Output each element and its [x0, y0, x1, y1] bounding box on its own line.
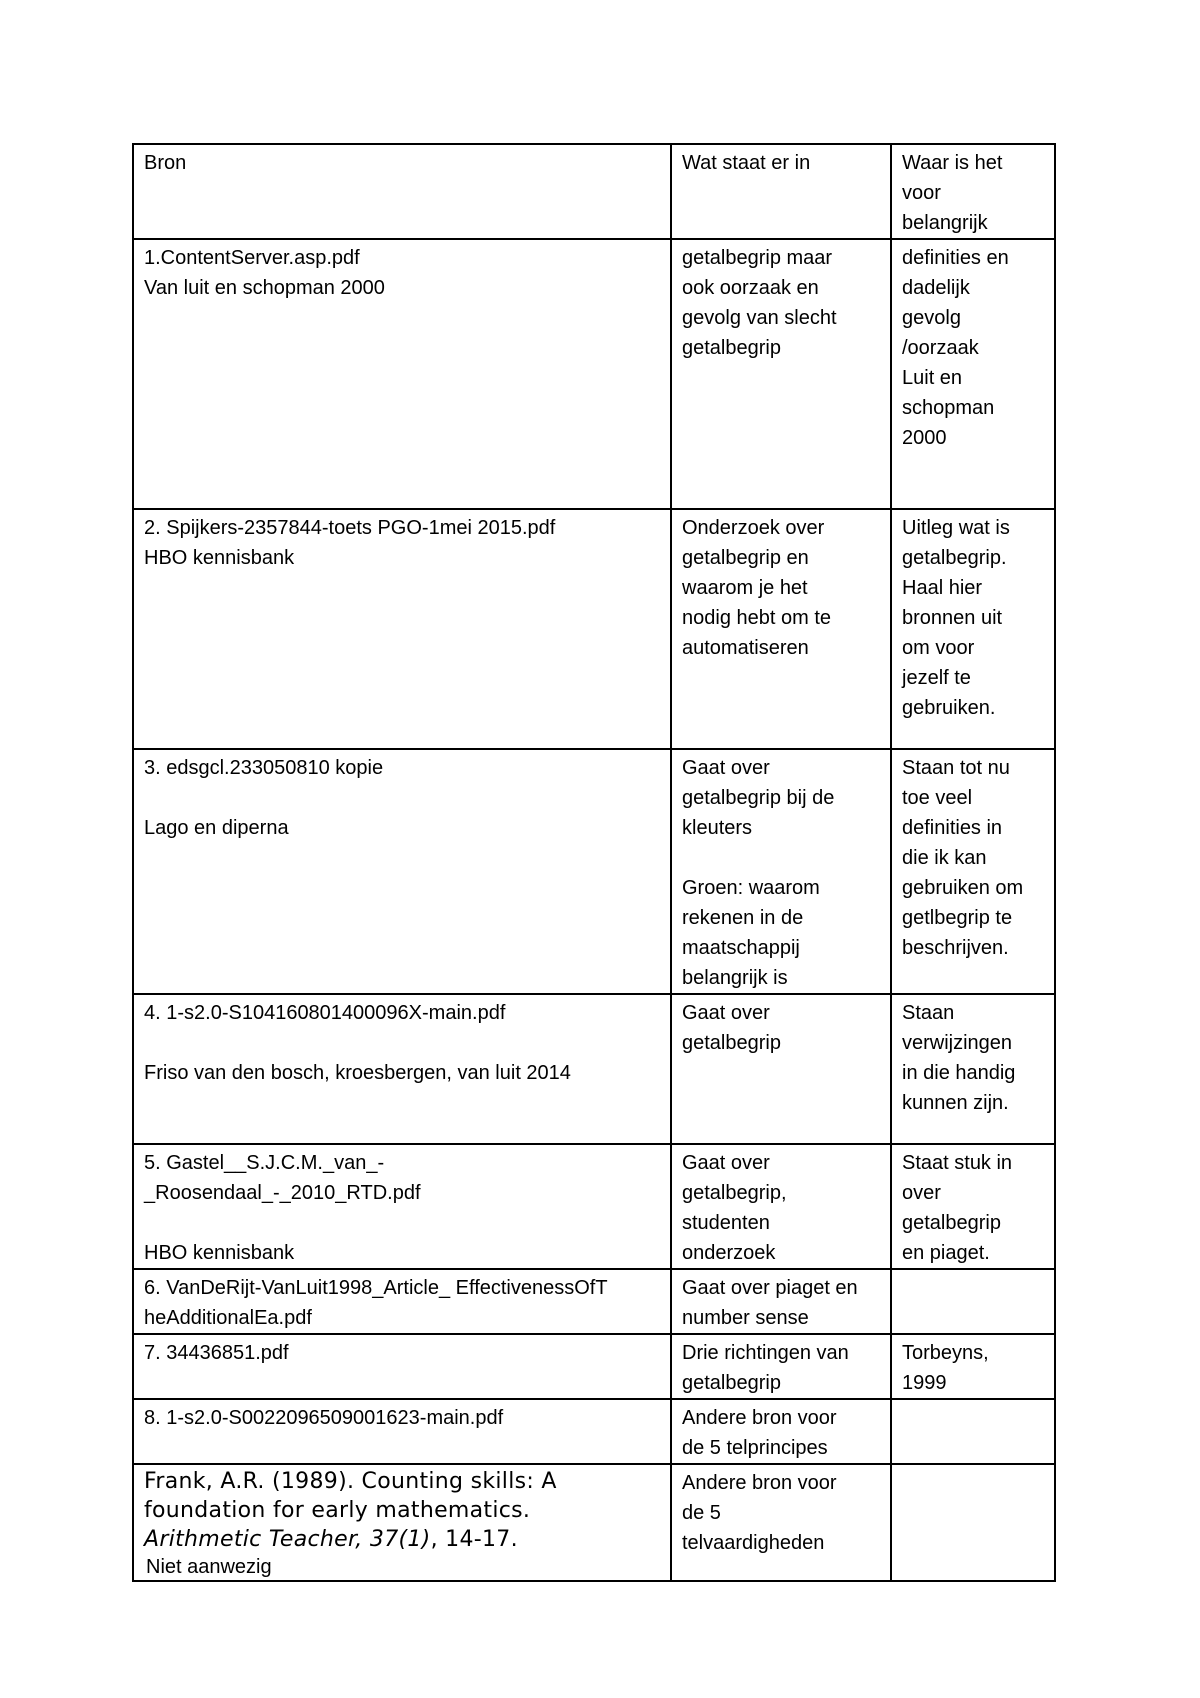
cell-waar: [891, 1269, 1055, 1334]
reference-line-3: [144, 1525, 660, 1554]
cell-bron: 7. 34436851.pdf: [133, 1334, 671, 1399]
cell-waar: definities en dadelijk gevolg /oorzaak Luit en schopman 2000: [891, 239, 1055, 509]
header-wat: Wat staat er in: [671, 144, 891, 239]
cell-wat: Gaat over getalbegrip, studenten onderzoek: [671, 1144, 891, 1269]
cell-bron: 6. VanDeRijt-VanLuit1998_Article_ EffectivenessOfT heAdditionalEa.pdf: [133, 1269, 671, 1334]
cell-bron: 1.ContentServer.asp.pdf Van luit en schopman 2000: [133, 239, 671, 509]
cell-bron: 4. 1-s2.0-S104160801400096X-main.pdf Friso van den bosch, kroesbergen, van luit 2014: [133, 994, 671, 1144]
table-header-row: [133, 144, 1055, 239]
table-row: [133, 509, 1055, 749]
cell-wat: Onderzoek over getalbegrip en waarom je het nodig hebt om te automatiseren: [671, 509, 891, 749]
cell-waar: Uitleg wat is getalbegrip. Haal hier bronnen uit om voor jezelf te gebruiken.: [891, 509, 1055, 749]
cell-bron: 8. 1-s2.0-S0022096509001623-main.pdf: [133, 1399, 671, 1464]
cell-wat: Andere bron voor de 5 telvaardigheden: [671, 1464, 891, 1581]
cell-waar: Torbeyns, 1999: [891, 1334, 1055, 1399]
cell-wat: Gaat over getalbegrip: [671, 994, 891, 1144]
cell-waar: Staan tot nu toe veel definities in die ik kan gebruiken om getlbegrip te beschrijven.: [891, 749, 1055, 994]
cell-bron: 5. Gastel__S.J.C.M._van_- _Roosendaal_-_2010_RTD.pdf HBO kennisbank: [133, 1144, 671, 1269]
cell-bron: 3. edsgcl.233050810 kopie Lago en diperna: [133, 749, 671, 994]
cell-waar: Staat stuk in over getalbegrip en piaget.: [891, 1144, 1055, 1269]
cell-wat: Gaat over getalbegrip bij de kleuters Groen: waarom rekenen in de maatschappij belangrijk is: [671, 749, 891, 994]
table-row: [133, 1269, 1055, 1334]
cell-waar: [891, 1464, 1055, 1581]
reference-pages: , 14-17.: [430, 1527, 518, 1552]
table-row: [133, 1144, 1055, 1269]
table-row: [133, 1334, 1055, 1399]
table-row-last: [133, 1464, 1055, 1581]
header-waar: Waar is het voor belangrijk: [891, 144, 1055, 239]
sources-table: [132, 143, 1056, 1582]
cell-waar: Staan verwijzingen in die handig kunnen zijn.: [891, 994, 1055, 1144]
cell-waar: [891, 1399, 1055, 1464]
reference-line-2: foundation for early mathematics.: [144, 1498, 531, 1523]
cell-wat: Gaat over piaget en number sense: [671, 1269, 891, 1334]
header-bron: Bron: [133, 144, 671, 239]
reference-line-1: Frank, A.R. (1989). Counting skills: A: [144, 1469, 557, 1494]
table-row: [133, 1399, 1055, 1464]
table-row: [133, 994, 1055, 1144]
cell-wat: Drie richtingen van getalbegrip: [671, 1334, 891, 1399]
reference-journal: Arithmetic Teacher, 37(1): [144, 1527, 431, 1552]
table-row: [133, 239, 1055, 509]
reference-note: Niet aanwezig: [146, 1556, 272, 1578]
cell-wat: Andere bron voor de 5 telprincipes: [671, 1399, 891, 1464]
cell-bron: 2. Spijkers-2357844-toets PGO-1mei 2015.pdf HBO kennisbank: [133, 509, 671, 749]
cell-bron-reference: [133, 1464, 671, 1581]
table-row: [133, 749, 1055, 994]
cell-wat: getalbegrip maar ook oorzaak en gevolg van slecht getalbegrip: [671, 239, 891, 509]
